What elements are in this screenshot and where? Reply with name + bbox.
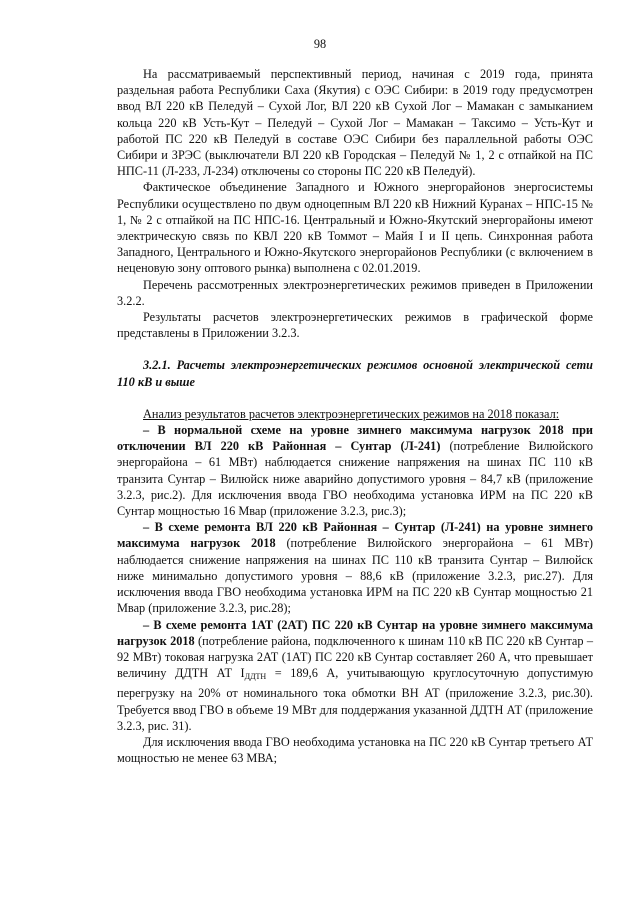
- analysis-intro: Анализ результатов расчетов электроэнергетических режимов на 2018 показал:: [143, 406, 560, 421]
- ddtn-subscript: ДДТН: [244, 672, 267, 682]
- analysis-item-3-title: – В схеме ремонта 1АТ (2АТ) ПС 220 кВ Сунтар на уровне зимнего максимума нагрузок 2018: [117, 617, 593, 648]
- paragraph-energy-districts: Фактическое объединение Западного и Южного энергорайонов энергосистемы Республики осуществлено по двум одноцепным ВЛ 220 кВ Нижний Куранах – НПС-15 № 1, № 2 с отпайкой на ПС НПС-16. Центральный и Южно-Якутский энергорайоны имеют электрическую связь по КВЛ 220 кВ Томмот – Майя I и II цепь. Синхронная работа Западного, Центрального и Южно-Якутского энергорайонов Республики (с включением в неценовую зону оптового рынка) выполнена с 02.01.2019.: [117, 180, 593, 276]
- section-heading: 3.2.1. Расчеты электроэнергетических режимов основной электрической сети 110 кВ и выше: [117, 358, 593, 389]
- analysis-item-3-text-a: (потребление района, подключенного к шинам 110 кВ ПС 220 кВ Сунтар – 92 МВт) токовая нагрузка 2АТ (1АТ) ПС 220 кВ Сунтар составляет 260 А, что превышает величину ДДТН АТ I: [117, 633, 593, 681]
- analysis-item-1-title: – В нормальной схеме на уровне зимнего максимума нагрузок 2018 при отключении ВЛ 220 кВ Районная – Сунтар (Л-241): [117, 423, 593, 454]
- paragraph-third-transformer: Для исключения ввода ГВО необходима установка на ПС 220 кВ Сунтар третьего АТ мощностью не менее 63 МВА;: [117, 734, 593, 766]
- paragraph-separate-operation: На рассматриваемый перспективный период, начиная с 2019 года, принята раздельная работа Республики Саха (Якутия) с ОЭС Сибири: в 2019 году предусмотрен ввод ВЛ 220 кВ Пеледуй – Сухой Лог, ВЛ 220 кВ Сухой Лог – Мамакан с замыканием кольца 220 кВ Усть-Кут – Пеледуй – Сухой Лог – Мамакан – Таксимо – Усть-Кут и работой ПС 220 кВ Пеледуй в составе ОЭС Сибири без параллельной работы ОЭС Сибири и ЗРЭС (выключатели ВЛ 220 кВ Городская – Пеледуй № 1, 2 с отпайкой на ПС НПС-11 (Л-233, Л-234) отключены со стороны ПС 220 кВ Пеледуй).: [117, 67, 593, 179]
- analysis-item-2-title: – В схеме ремонта ВЛ 220 кВ Районная – Сунтар (Л-241) на уровне зимнего максимума нагрузок 2018: [117, 520, 593, 551]
- page-body: [117, 66, 593, 766]
- analysis-item-1: [117, 422, 593, 519]
- analysis-item-1-text: (потребление Вилюйского энергорайона – 61 МВт) наблюдается снижение напряжения на шинах ПС 110 кВ транзита Сунтар – Вилюйск ниже аварийно допустимого уровня – 84,7 кВ (приложение 3.2.3, рис.2). Для исключения ввода ГВО необходима установка ИРМ на ПС 220 кВ Сунтар мощностью 16 Мвар (приложение 3.2.3, рис.3);: [117, 439, 593, 519]
- paragraph-modes-list: Перечень рассмотренных электроэнергетических режимов приведен в Приложении 3.2.2.: [117, 277, 593, 308]
- analysis-item-3-text-b: = 189,6 А, учитывающую круглосуточную допустимую перегрузку на 20% от номинального тока обмотки ВН АТ (приложение 3.2.3, рис.30). Требуется ввод ГВО в объеме 19 МВт для поддержания указанной ДДТН АТ (приложение 3.2.3, рис. 31).: [117, 666, 594, 733]
- analysis-item-3: [117, 617, 593, 734]
- analysis-item-2: [117, 519, 593, 616]
- page-number: 98: [313, 37, 327, 51]
- spacer: [117, 341, 593, 357]
- spacer: [117, 390, 593, 406]
- paragraph-results-graphic: Результаты расчетов электроэнергетических режимов в графической форме представлены в Приложении 3.2.3.: [117, 310, 593, 341]
- analysis-item-2-text: (потребление Вилюйского энергорайона – 61 МВт) наблюдается снижение напряжения на шинах ПС 110 кВ транзита Сунтар – Вилюйск ниже минимально допустимого уровня – 88,6 кВ (приложение 3.2.3, рис.27). Для исключения ввода ГВО необходима установка ИРМ на ПС 220 кВ Сунтар мощностью 21 Мвар (приложение 3.2.3, рис.28);: [117, 536, 593, 616]
